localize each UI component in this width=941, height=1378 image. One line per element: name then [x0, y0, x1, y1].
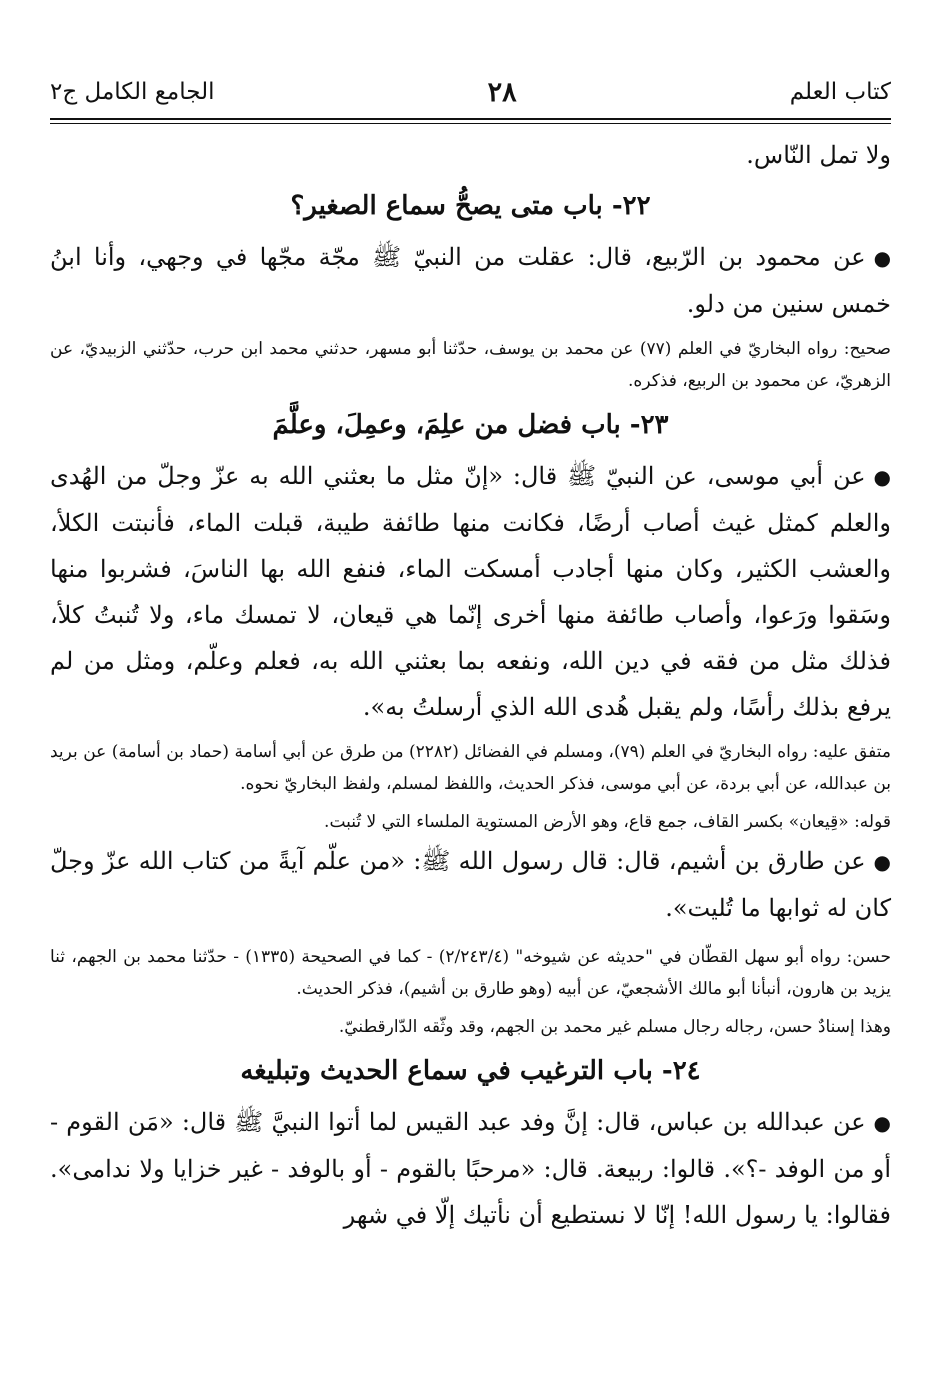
takhrij-23b: حسن: رواه أبو سهل القطّان في "حديثه عن شيوخه" (٢/٢٤٣/٤) - كما في الصحيحة (١٣٣٥) - حدّثنا محمد بن الجهم، ثنا يزيد بن هارون، أنبأنا أبو مالك الأشجعيّ، عن أبيه (وهو طارق بن أشيم)، فذكر الحديث.: [50, 947, 891, 999]
hadith-23b: [50, 838, 891, 931]
hadith-22: [50, 234, 891, 327]
page-body: [50, 132, 891, 1238]
chapter-heading-23: ٢٣- باب فضل من علِمَ، وعمِلَ، وعلَّمَ: [272, 410, 669, 440]
hadith-23b-text: عن طارق بن أشيم، قال: قال رسول الله ﷺ: «من علّم آيةً من كتاب الله عزّ وجلّ كان له ثوابها ما تُليت».: [50, 847, 891, 922]
hadith-24: [50, 1099, 891, 1238]
gloss-23: قوله: «قِيعان» بكسر القاف، جمع قاع، وهو الأرض المستوية الملساء التي لا تُنبت.: [324, 812, 891, 832]
hadith-23-text: عن أبي موسى، عن النبيّ ﷺ قال: «إنّ مثل ما بعثني الله به عزّ وجلّ من الهُدى والعلم كمثل غيث أصاب أرضًا، فكانت منها طائفة طيبة، قبلت الماء، فأنبتت الكلأ، والعشب الكثير، وكان منها أجادب أمسكت الماء، فنفع الله بها الناسَ، فشربوا منها وسَقوا ورَعوا، وأصاب طائفة منها أخرى إنّما هي قيعان، لا تمسك ماء، ولا تُنبتُ كلأ، فذلك مثل من فقه في دين الله، ونفعه بما بعثني الله به، فعلم وعلّم، ومثل من لم يرفع بذلك رأسًا، ولم يقبل هُدى الله الذي أرسلتُ به».: [50, 462, 891, 721]
continuation-text: ولا تمل النّاس.: [746, 141, 891, 169]
chapter-heading-22: ٢٢- باب متى يصحُّ سماع الصغير؟: [290, 191, 651, 221]
bullet-icon: ●: [873, 246, 892, 270]
header-rule-thin: [50, 123, 891, 124]
isnad-note: وهذا إسنادٌ حسن، رجاله رجال مسلم غير محمد بن الجهم، وقد وثّقه الدّارقطنيّ.: [338, 1017, 891, 1037]
bullet-icon: ●: [873, 1111, 891, 1135]
header-book-title: كتاب العلم: [789, 79, 891, 105]
chapter-heading-24: ٢٤- باب الترغيب في سماع الحديث وتبليغه: [240, 1056, 701, 1086]
hadith-22-text: عن محمود بن الرّبيع، قال: عقلت من النبيّ ﷺ مجّة مجّها في وجهي، وأنا ابنُ خمس سنين من دلو.: [50, 243, 891, 318]
header-volume-title: الجامع الكامل ج٢: [50, 79, 215, 105]
takhrij-23: متفق عليه: رواه البخاريّ في العلم (٧٩)، ومسلم في الفضائل (٢٢٨٢) من طرق عن أبي أسامة (حماد بن أسامة) عن بريد بن عبدالله، عن أبي بردة، عن أبي موسى، فذكر الحديث، واللفظ لمسلم، ولفظ البخاريّ نحوه.: [50, 742, 891, 794]
bullet-icon: ●: [873, 850, 891, 874]
header-rule-thick: [50, 118, 891, 120]
hadith-24-text: عن عبدالله بن عباس، قال: إنَّ وفد عبد القيس لما أتوا النبيَّ ﷺ قال: «مَن القوم - أو من الوفد -؟». قالوا: ربيعة. قال: «مرحبًا بالقوم - أو بالوفد - غير خزايا ولا ندامى». فقالوا: يا رسول الله! إنّا لا نستطيع أن نأتيك إلّا في شهر: [50, 1108, 891, 1229]
page-number: ٢٨: [487, 76, 517, 108]
hadith-23: [50, 453, 891, 730]
running-header: [50, 72, 891, 112]
bullet-icon: ●: [873, 465, 891, 489]
takhrij-22: صحيح: رواه البخاريّ في العلم (٧٧) عن محمد بن يوسف، حدّثنا أبو مسهر، حدثني محمد ابن حرب، حدّثني الزبيديّ، عن الزهريّ، عن محمود بن الربيع، فذكره.: [50, 339, 891, 391]
